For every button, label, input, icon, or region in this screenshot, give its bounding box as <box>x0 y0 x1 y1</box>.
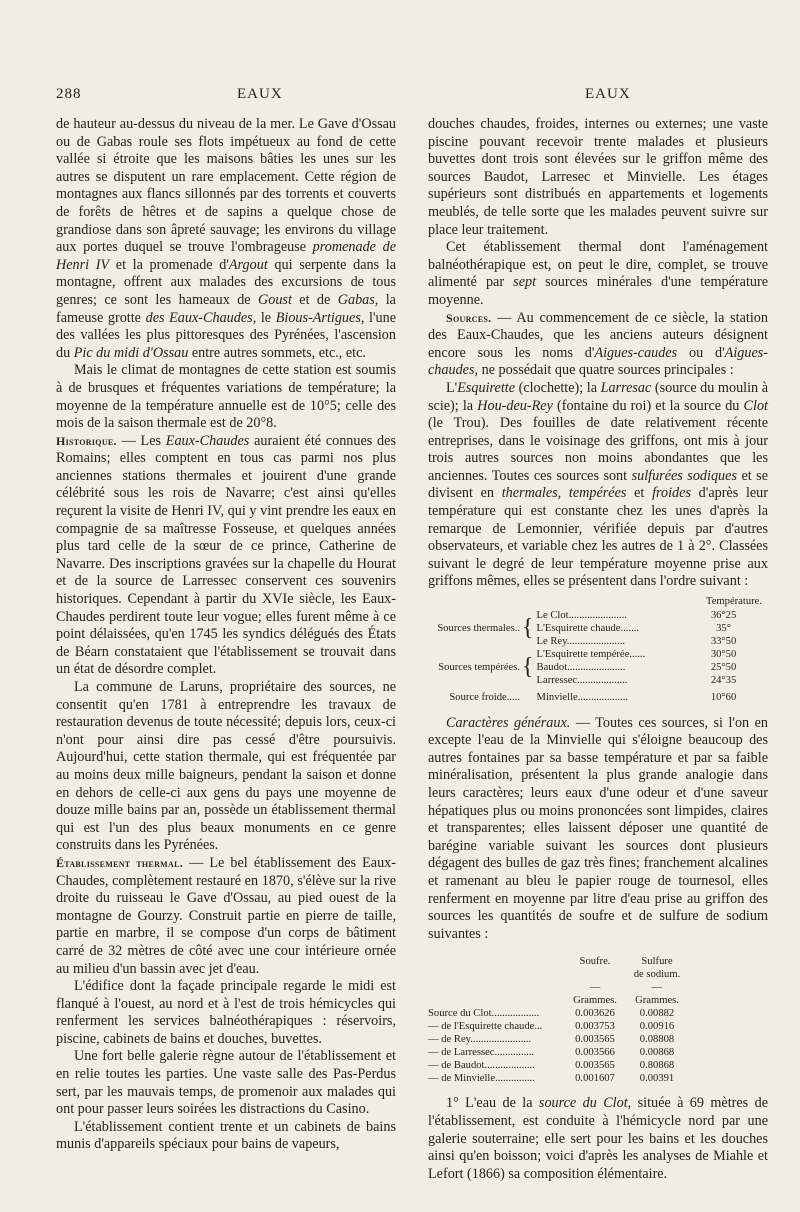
section-heading: Sources. <box>446 310 492 325</box>
page-number: 288 <box>56 86 82 102</box>
paragraph: L'édifice dont la façade principale regarde le midi est flanqué à l'ouest, au nord et à l'est de trois hémicycles qui renferment les services balnéothérapiques : réservoirs, piscine, cabinets de bains et douches, buvettes. <box>56 978 396 1047</box>
table-row: Larressec................... 24°35 <box>536 675 737 687</box>
table-row: L'Esquirette chaude....... 35° <box>536 623 731 635</box>
table-row: — de Rey....................... 0.003565 0.08808 <box>428 1034 675 1046</box>
paragraph: La commune de Laruns, propriétaire des sources, ne consentit qu'en 1781 à entreprendre les travaux de restauration devenus de toute nécessité; depuis lors, ceux-ci n'ont pour ainsi dire pas cessé d'être poursuivis. Aujourd'hui, cette station thermale, qui est fréquentée par au moins deux mille baigneurs, pendant la saison et donne en dehors de celle-ci aux gens du pays une moyenne de douze mille bains par an, possède un établissement thermal qui est l'un des plus beaux monuments en ce genre construits dans les Pyrénées. <box>56 679 396 854</box>
table-row: Le Rey...................... 33°50 <box>536 636 737 648</box>
section-sources: Sources. — Au commencement de ce siècle, la station des Eaux-Chaudes, que les anciens auteurs désignent encore sous les noms d'Aigues-caudes ou d'Aigues-chaudes, ne possédait que quatre sources principales : <box>428 309 768 379</box>
table-row: Le Clot...................... 36°25 <box>536 610 737 622</box>
section-historique: Historique. — Les Eaux-Chaudes auraient été connues des Romains; elles comptent en tous cas parmi nos plus anciennes stations thermales et jouirent d'une grande célébrité sous les rois de Navarre; c'est ainsi qu'elles reçurent la visite de Henri IV, qui y vint prendre les eaux en compagnie de sa maîtresse Fosseuse, et quelques années plus tard celle de la sœur de ce prince, Catherine de Navarre. Des inscriptions gravées sur la chapelle du Hourat et de la source de Larressec conservent ces souvenirs historiques. Cependant à partir du XVIe siècle, les Eaux-Chaudes perdirent toute leur vogue; elles furent même à ce point délaissées, qu'en 1745 les syndics délégués des États de Béarn constataient que l'établissement se trouvait dans un état de désordre complet. <box>56 432 396 678</box>
paragraph: L'Esquirette (clochette); la Larresac (source du moulin à scie); la Hou-deu-Rey (fontaine du roi) et la source du Clot (le Trou). Des fouilles de date relativement récente entreprises, dans le voisinage des griffons, ont mis à jour trois autres sources non moins abondantes que les anciennes. Toutes ces sources sont sulfurées sodiques et se divisent en thermales, tempérées et froides d'après leur température qui est constante chez les unes d'après la remarque de Lemonnier, vérifiée depuis par d'autres observateurs, et variable chez les autres de 1 à 2°. Classées suivant le degré de leur température moyenne prise aux griffons mêmes, elles se présentent dans l'ordre suivant : <box>428 379 769 590</box>
composition-table: Soufre. Sulfure de sodium. — — Grammes. Grammes. Source du Clot.................. 0.003626 0.00882 — de l'Esquirette chaude... 0.003753 0.00916 — de Rey....................... 0.003565 0.08808 — de Larressec............... 0.003566 0.00868 — de Baudot................... 0.003565 0.80868 — de Minvielle............... 0.001607 0.00391 <box>428 955 768 1085</box>
left-column <box>56 116 396 1154</box>
section-heading: Caractères généraux. <box>446 714 571 731</box>
table-row: Source du Clot.................. 0.003626 0.00882 <box>428 1008 675 1020</box>
paragraph: Une fort belle galerie règne autour de l'établissement et en relie toutes les parties. Une vaste salle des Pas-Perdus sert, par les mauvais temps, de promenoir aux malades qui ont pour passer leurs soirées les distractions du Casino. <box>56 1048 396 1118</box>
table-group: Sources thermales.. { Le Clot...................... 36°25 L'Esquirette chaude....... 35° Le Rey...................... 33°50 <box>428 609 768 648</box>
paragraph: 1° L'eau de la source du Clot, située à 69 mètres de l'établissement, est conduite à l'hémicycle nord par une galerie souterraine; elle sert pour les bains et les douches ainsi qu'en boisson; voici d'après les analyses de Miahle et Lefort (1866) sa composition élémentaire. <box>428 1095 768 1182</box>
table-group: Source froide..... Minvielle................... 10°60 <box>428 687 768 709</box>
right-column <box>428 116 768 1183</box>
table-row: — de Minvielle............... 0.001607 0.00391 <box>428 1073 675 1085</box>
table-row: Baudot...................... 25°50 <box>536 662 737 674</box>
table-row: — de Larressec............... 0.003566 0.00868 <box>428 1047 675 1059</box>
table-group: Sources tempérées. { L'Esquirette tempérée...... 30°50 Baudot...................... 25°50 Larressec................... 24°35 <box>428 648 768 687</box>
paragraph: de hauteur au-dessus du niveau de la mer. Le Gave d'Ossau ou de Gabas roule ses flots impétueux au fond de cette vallée si étroite que les maisons bâties les unes sur les autres se disputent un rare emplacement. Cette région de montagnes aux flancs sillonnés par des torrents et couverts de forêts de hêtres et de sapins a quelque chose de grandiose dans son âpreté sauvage; les environs du village aux portes duquel se trouve l'ombrageuse promenade de Henri IV et la promenade d'Argout qui serpente dans la montagne, offrent aux malades des excursions de tous genres; ce sont les hameaux de Goust et de Gabas, la fameuse grotte des Eaux-Chaudes, le Bious-Artigues, l'une des vallées les plus pittoresques des Pyrénées, l'ascension du Pic du midi d'Ossau entre autres sommets, etc., etc. <box>56 116 397 361</box>
running-title-left: EAUX <box>237 86 283 102</box>
table-header: Température. <box>705 596 762 608</box>
paragraph: douches chaudes, froides, internes ou externes; une vaste piscine pouvant recevoir trente malades et plusieurs buvettes dont trois sont élevées sur le griffon même des sources Baudot, Larresec et Minvielle. Les étages supérieurs sont distribués en appartements et logements meublés, de telle sorte que les malades peuvent suivre sur place leur traitement. <box>428 116 768 238</box>
table-row: — de Baudot................... 0.003565 0.80868 <box>428 1060 675 1072</box>
paragraph: L'établissement contient trente et un cabinets de bains munis d'appareils spéciaux pour bains de vapeurs, <box>56 1118 396 1153</box>
table-row: — de l'Esquirette chaude... 0.003753 0.00916 <box>428 1021 675 1033</box>
running-title-right: EAUX <box>585 86 631 102</box>
section-heading: Établissement thermal. <box>56 855 184 870</box>
table-row: Minvielle................... 10°60 <box>536 692 737 704</box>
paragraph: Cet établissement thermal dont l'aménagement balnéothérapique est, on peut le dire, complet, se trouve alimenté par sept sources minérales d'une température moyenne. <box>428 239 769 308</box>
paragraph: Mais le climat de montagnes de cette station est soumis à de brusques et fréquentes variations de température; la moyenne de la température annuelle est de 10°5; celle des mois de la saison thermale est de 20°8. <box>56 362 396 432</box>
section-caracteres: Caractères généraux. — Toutes ces sources, si l'on en excepte l'eau de la Minvielle qui s'éloigne beaucoup des autres fontaines par sa basse température et par sa faible minéralisation, présentent la plus grande analogie dans leurs caractères; leurs eaux d'une odeur et d'une saveur hépatiques plus ou moins prononcées sont limpides, claires et transparentes; elles laissent déposer une quantité de barégine variable suivant les sources dont plusieurs dégagent des bulles de gaz très fines; franchement alcalines et ramenant au bleu le papier rouge de tournesol, elles renferment en moyenne par litre d'eau prise au griffon des sources les quantités de soufre et de sulfure de sodium suivantes : <box>428 714 768 942</box>
table-row: L'Esquirette tempérée...... 30°50 <box>536 649 737 661</box>
section-etablissement: Établissement thermal. — Le bel établissement des Eaux-Chaudes, complètement restauré en 1870, s'élève sur la rive droite du ruisseau le Gave d'Ossau, au pied ouest de la montagne de Gourzy. Construit partie en pierre de taille, partie en marbre, il se compose d'un corps de bâtiment carré de 32 mètres de côté avec une cour intérieure ornée au milieu d'un bassin avec jet d'eau. <box>56 854 396 977</box>
section-heading: Historique. <box>56 433 117 448</box>
temperature-table <box>428 595 768 709</box>
